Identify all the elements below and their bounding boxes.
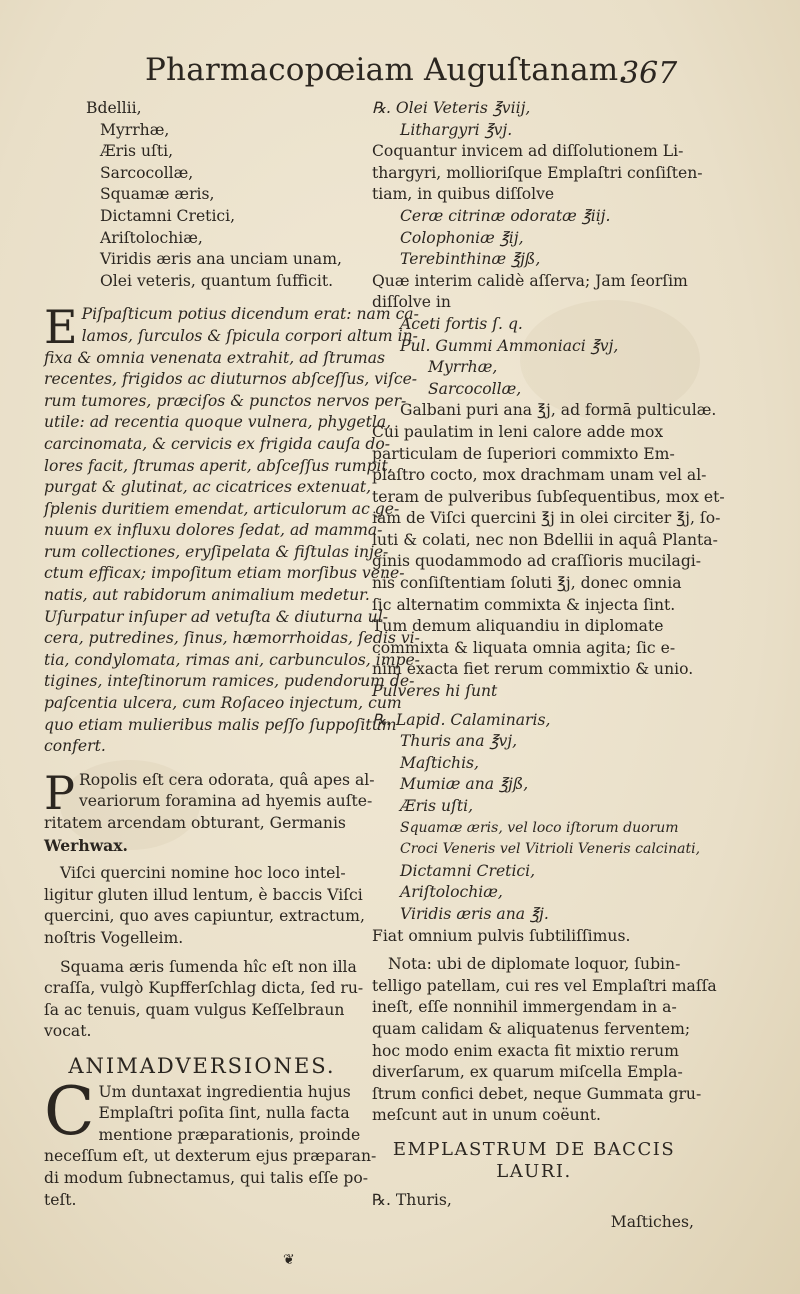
- text-line: fixa & omnia venenata extrahit, ad ſtrumas: [44, 348, 386, 367]
- text-line: Pulveres hi ſunt: [372, 682, 498, 701]
- text-line: Nota: ubi de diplomate loquor, ſubin-: [388, 955, 681, 974]
- text-line: commixta & liquata omnia agita; ſic e-: [372, 638, 676, 657]
- text-line: ginis quodammodo ad craſſioris mucilagi-: [372, 552, 702, 571]
- text-line: hoc modo enim exacta fit mixtio rerum: [372, 1041, 679, 1060]
- drop-cap: C: [44, 1072, 95, 1150]
- text-line: iam de Viſci quercini ℥j in olei circiter ℥j, ſo-: [372, 509, 721, 528]
- text-line: veariorum foramina ad hyemis auſte-: [78, 792, 373, 811]
- recipe-line: ℞. Lapid. Calaminaris,: [372, 710, 551, 729]
- recipe-line: Colophoniæ ℥ij,: [400, 228, 524, 247]
- visci-paragraph: [44, 863, 365, 949]
- text-line: nis conſiſtentiam ſoluti ℥j, donec omnia: [372, 574, 682, 593]
- recipe-line: Aceti fortis ſ. q.: [400, 314, 523, 333]
- text-line: luti & colati, nec non Bdellii in aquâ Planta-: [372, 530, 718, 549]
- recipe-line: Ceræ citrinæ odoratæ ℥iij.: [400, 206, 611, 225]
- text-line: lores facit, ſtrumas aperit, abſceſſus rumpit,: [44, 456, 393, 475]
- section-heading: ANIMADVERSIONES.: [68, 1053, 336, 1078]
- text-line: teſt.: [44, 1190, 77, 1209]
- ingredient-list: [44, 98, 360, 292]
- text-line: Emplaſtri poſita ſint, nulla facta: [98, 1104, 350, 1123]
- text-line: purgat & glutinat, ac cicatrices extenuat,: [44, 478, 372, 497]
- text-line: Tum demum aliquandiu in diplomate: [372, 617, 664, 636]
- text-line: noſtris Vogelleim.: [44, 928, 184, 947]
- text-line: paſcentia ulcera, cum Roſaceo injectum, cum: [44, 694, 402, 713]
- recipe-line: Thuris ana ℥vj,: [400, 732, 518, 751]
- animadversiones-paragraph: [44, 1072, 377, 1212]
- ingredient-item: Ariſtolochiæ,: [100, 228, 203, 247]
- text-line: diſſolve in: [372, 293, 451, 312]
- recipe-block: [372, 98, 696, 141]
- text-line: tiam, in quibus diſſolve: [372, 185, 555, 204]
- ingredient-item: Squamæ æris,: [100, 185, 215, 204]
- text-line: Uſurpatur inſuper ad vetuſta & diuturna ul-: [44, 607, 388, 626]
- recipe-line: Myrrhæ,: [428, 358, 498, 377]
- text-line: meſcunt aut in unum coëunt.: [372, 1106, 601, 1125]
- galbani-paragraph: [372, 400, 725, 702]
- text-line: rum collectiones, eryſipelata & fiſtulas inje-: [44, 542, 389, 561]
- text-line: ctum efficax; impoſitum etiam morſibus vene-: [44, 564, 405, 583]
- text-line: Viſci quercini nomine hoc loco intel-: [60, 864, 346, 883]
- page-number: 367: [620, 56, 678, 91]
- text-line: plaſtro cocto, mox drachmam unam vel al-: [372, 466, 707, 485]
- text-line: mentione præparationis, proinde: [98, 1125, 361, 1144]
- text-line: quo etiam mulieribus malis peſſo ſuppoſitum: [44, 715, 397, 734]
- text-line: nuum ex influxu dolores ſedat, ad mamma-: [44, 521, 383, 540]
- text-line: diverſarum, ex quarum miſcella Empla-: [372, 1063, 683, 1082]
- drop-cap: P: [44, 765, 75, 820]
- propolis-paragraph: [44, 765, 375, 856]
- text-line: ſic alternatim commixta & injecta ſint.: [372, 595, 676, 614]
- text-line: ſtrum confici debet, neque Gummata gru-: [372, 1084, 702, 1103]
- text-line: tia, condylomata, rimas ani, carbunculos, impe-: [44, 650, 420, 669]
- text-line: neceſſum eſt, ut dexterum ejus præparan-: [44, 1147, 377, 1166]
- text-line: recentes, frigidos ac diuturnos abſceſſus, viſce-: [44, 370, 418, 389]
- text-line: carcinomata, & cervicis ex frigida cauſa do-: [44, 434, 391, 453]
- text-line: ſa ac tenuis, quam vulgus Keſſelbraun: [44, 1000, 345, 1019]
- coquantur-paragraph: [372, 141, 703, 206]
- ingredient-item: Dictamni Cretici,: [100, 206, 236, 225]
- recipe-line: Squamæ æris, vel loco iſtorum duorum: [400, 819, 679, 836]
- section-heading: EMPLASTRUM DE BACCIS: [392, 1138, 676, 1160]
- text-line: Galbani puri ana ℥j, ad formā pulticulæ.: [400, 401, 717, 420]
- ingredient-item: Æris uſti,: [100, 142, 174, 161]
- epispasticum-paragraph: [44, 300, 420, 757]
- footer-ornament: ❦: [283, 1252, 295, 1268]
- text-line: ritatem arcendam obturant, Germanis: [44, 814, 346, 832]
- ingredient-item: Viridis æris ana unciam unam,: [100, 250, 342, 269]
- recipe-line: Viridis æris ana ℥j.: [400, 904, 549, 923]
- text-line: nim exacta fiet rerum commixtio & unio.: [372, 660, 694, 679]
- recipe-line: Sarcocollæ,: [428, 379, 522, 398]
- recipe-line: Lithargyri ℥vj.: [400, 120, 513, 139]
- recipe-block: [372, 206, 696, 271]
- text-line: craſſa, vulgò Kupfferſchlag dicta, ſed ru-: [44, 979, 364, 998]
- recipe-line: Pul. Gummi Ammoniaci ℥vj,: [400, 336, 619, 355]
- text-line: lamos, ſurculos & ſpicula corpori altum in-: [81, 326, 418, 345]
- text-line: telligo patellam, cui res vel Emplaſtri maſſa: [372, 976, 717, 995]
- recipe-line: Maſtichis,: [400, 753, 480, 772]
- text-line: Squama æris ſumenda hîc eſt non illa: [60, 957, 357, 976]
- text-line: Piſpaſticum potius dicendum erat: nam ca-: [81, 305, 419, 324]
- recipe-block: [372, 710, 701, 926]
- text-line: Werhwax.: [44, 835, 128, 855]
- recipe-line: Dictamni Cretici,: [400, 861, 536, 880]
- text-line: rum tumores, præciſos & punctos nervos per-: [44, 391, 407, 410]
- text-line: quam calidam & aliquatenus ferventem;: [372, 1019, 691, 1038]
- recipe-line: Croci Veneris vel Vitrioli Veneris calcinati,: [400, 841, 701, 858]
- quae-paragraph: [372, 271, 696, 314]
- text-line: Coquantur invicem ad diſſolutionem Li-: [372, 142, 684, 161]
- ingredient-item: Sarcocollæ,: [100, 163, 194, 182]
- text-line: particulam de ſuperiori commixto Em-: [372, 444, 675, 463]
- squama-paragraph: [44, 957, 364, 1043]
- text-line: tigines, inteſtinorum ramices, pudendorum de-: [44, 672, 415, 691]
- recipe-line: ℞. Thuris,: [372, 1190, 452, 1209]
- ingredient-item: Bdellii,: [86, 99, 142, 117]
- recipe-block: [372, 314, 696, 400]
- text-line: quercini, quo aves capiuntur, extractum,: [44, 907, 365, 926]
- section-heading: LAURI.: [496, 1160, 572, 1182]
- text-line: natis, aut rabidorum animalium medetur.: [44, 586, 370, 605]
- catchword: Maſtiches,: [610, 1212, 694, 1231]
- text-line: di modum ſubnectamus, qui talis eſſe po-: [44, 1168, 369, 1187]
- text-line: Quæ interim calidè aſſerva; Jam ſeorſim: [372, 271, 688, 290]
- text-line: utile: ad recentia quoque vulnera, phygetla,: [44, 413, 392, 432]
- recipe-line: Terebinthinæ ℥jß,: [400, 250, 541, 269]
- text-line: vocat.: [44, 1022, 92, 1041]
- ingredient-item: Myrrhæ,: [100, 120, 170, 139]
- text-line: Ropolis eſt cera odorata, quâ apes al-: [78, 770, 375, 789]
- text-line: ligitur gluten illud lentum, è baccis Viſci: [44, 885, 363, 904]
- nota-paragraph: [372, 954, 717, 1127]
- ingredient-item: Olei veteris, quantum ſufficit.: [100, 271, 334, 290]
- text-line: cera, putredines, ſinus, hæmorrhoidas, ſedis vi-: [44, 629, 420, 648]
- recipe-line: Ariſtolochiæ,: [400, 883, 503, 902]
- recipe-line: ℞. Olei Veteris ℥viij,: [372, 99, 531, 117]
- recipe-line: Mumiæ ana ℥jß,: [400, 775, 529, 794]
- right-column: [372, 98, 725, 1233]
- text-line: confert.: [44, 737, 106, 756]
- drop-cap: E: [44, 300, 78, 355]
- text-line: Cui paulatim in leni calore adde mox: [372, 422, 664, 441]
- text-line: thargyri, mollioriſque Emplaſtri conſiſten-: [372, 163, 703, 182]
- text-line: Fiat omnium pulvis ſubtiliſſimus.: [372, 926, 631, 945]
- running-head: Pharmacopœiam Auguſtanam.: [145, 52, 629, 88]
- text-line: ſplenis duritiem emendat, articulorum ac ge-: [44, 499, 400, 518]
- text-line: teram de pulveribus ſubſequentibus, mox et-: [372, 487, 725, 506]
- recipe-line: Æris uſti,: [400, 797, 474, 815]
- text-line: ineſt, eſſe nonnihil immergendam in a-: [372, 998, 677, 1017]
- text-line: Um duntaxat ingredientia hujus: [98, 1082, 351, 1101]
